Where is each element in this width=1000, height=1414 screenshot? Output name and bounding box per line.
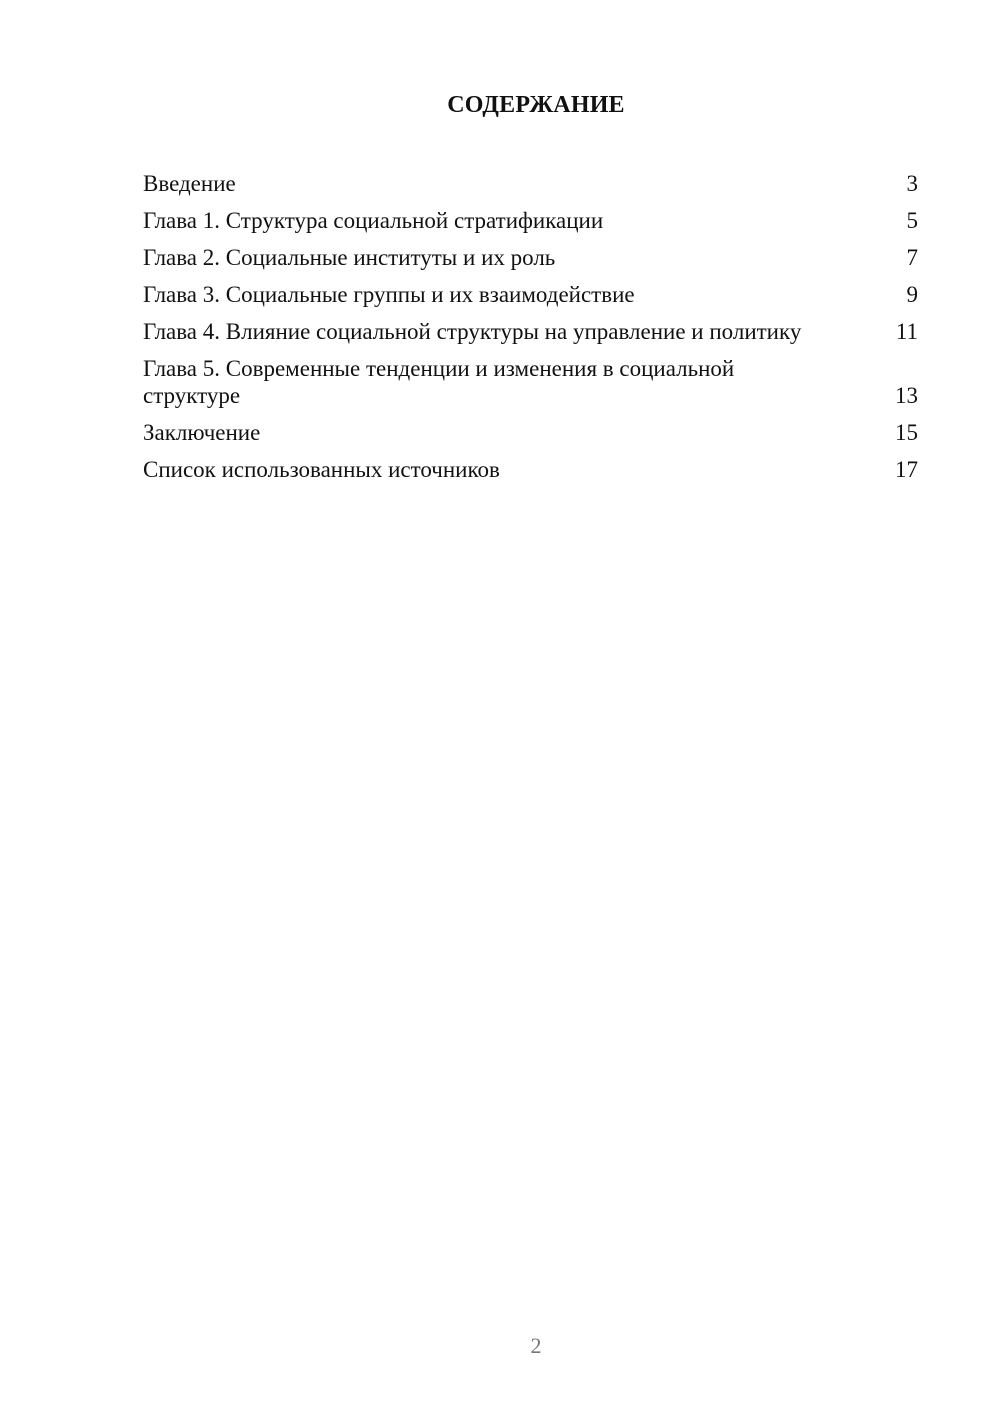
toc-entry-text: Глава 1. Структура социальной стратификации — [143, 208, 604, 233]
toc-entry-page: 9 — [906, 282, 918, 307]
toc-entry-text: Заключение — [143, 420, 261, 445]
toc-entry-introduction — [143, 170, 918, 197]
toc-entry-text: Глава 2. Социальные институты и их роль — [143, 245, 556, 270]
toc-entry-chapter-4 — [143, 318, 918, 345]
toc-entry-text: Глава 3. Социальные группы и их взаимодействие — [143, 282, 635, 307]
toc-entry-chapter-1 — [143, 207, 918, 234]
toc-entry-text: Введение — [143, 171, 236, 196]
toc-entry-page: 3 — [906, 171, 918, 196]
toc-entry-conclusion — [143, 419, 918, 446]
toc-entry-chapter-2 — [143, 244, 918, 271]
toc-entry-text: Глава 5. Современные тенденции и изменения в социальной структуре — [143, 356, 735, 408]
toc-entry-page: 17 — [895, 457, 918, 482]
toc-entry-page: 7 — [906, 245, 918, 270]
toc-entry-page: 11 — [895, 319, 918, 344]
toc-entry-page: 15 — [895, 420, 918, 445]
toc-entry-text: Глава 4. Влияние социальной структуры на управление и политику — [143, 319, 802, 344]
toc-entry-chapter-3 — [143, 281, 918, 308]
toc-entry-references — [143, 456, 918, 483]
toc-entry-text: Список использованных источников — [143, 457, 500, 482]
page-number: 2 — [530, 1333, 542, 1358]
toc-entry-page: 5 — [906, 208, 918, 233]
page-title: СОДЕРЖАНИЕ — [447, 92, 625, 118]
toc-entry-page: 13 — [895, 383, 918, 408]
toc-entry-chapter-5 — [143, 355, 918, 409]
table-of-contents — [143, 170, 918, 493]
